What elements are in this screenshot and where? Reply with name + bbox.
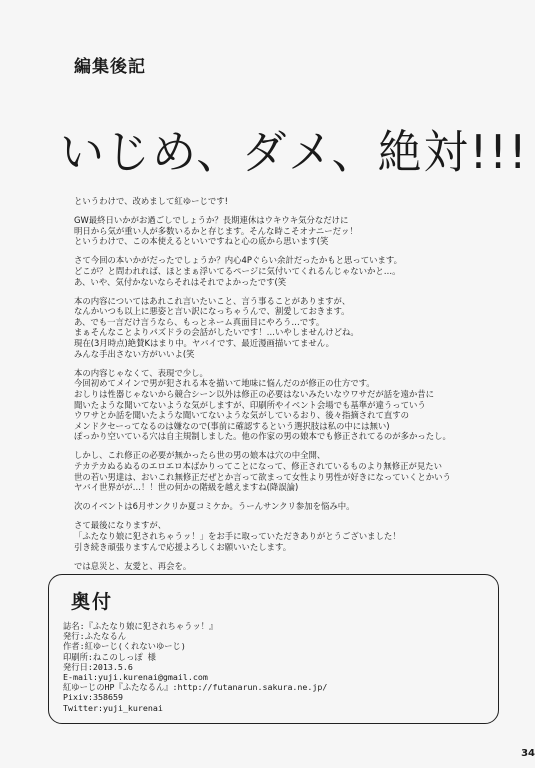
afterword-heading: 編集後記 (74, 57, 146, 77)
afterword-line: さて今回の本いかがだったでしょうか？内心4Pぐらい余計だったかもと思っています。 (74, 255, 402, 266)
afterword-line: 本の内容じゃなくて、表現で少し。 (74, 367, 208, 378)
afterword-line: さて最後になりますが、 (74, 520, 167, 531)
page-number: 34 (521, 748, 535, 759)
afterword-line: 聞いたような聞いてないような気がしますが、印刷所やイベント会場でも基準が違うっていう (74, 399, 426, 410)
afterword-line: 今回初めてメインで男が犯される本を描いて地味に悩んだのが修正の仕方です。 (74, 378, 375, 389)
colophon-line: 発行:ふたなるん (63, 631, 127, 642)
afterword-title: いじめ、ダメ、絶対!!! (60, 125, 529, 180)
afterword-line: おしりは性器じゃないから競合シーン以外は修正の必要はないみたいなウワサだが話を遠か昔に (74, 388, 434, 399)
afterword-paragraph (74, 215, 502, 247)
afterword-line: どこが？と問われれば、ほとまぁ浮いてるページに気付いてくれるんじゃないかと…。 (74, 265, 401, 276)
afterword-line: 本の内容についてはあれこれ言いたいこと、言う事ることがありますが、 (74, 295, 351, 306)
afterword-line: しかし、これ修正の必要が無かったら世の男の娘本は穴の中全開、 (74, 450, 326, 461)
afterword-line: 明日から気が重い人が多数いるかと存じます。そんな時こそオナニーだッ！ (74, 225, 358, 236)
afterword-paragraph (74, 501, 502, 512)
afterword-line: では息災と、友愛と、再会を。 (74, 560, 192, 571)
colophon-box (48, 574, 499, 724)
colophon-line: 発行日:2013.5.6 (63, 661, 133, 672)
afterword-line: 「ふたなり娘に犯されちゃうッ！」をお手に取っていただきありがとうございました！ (74, 530, 401, 541)
afterword-line: なんかいつも以上に悪姿と言い訳になっちゃうんで、割愛しておきます。 (74, 306, 350, 317)
afterword-paragraph (74, 368, 502, 442)
afterword-paragraph (74, 450, 502, 492)
afterword-line: 現在(3月時点)絶賛Kはまり中。ヤバイです、最近漫画描いてません。 (74, 338, 335, 349)
colophon-line: Twitter:yuji_kurenai (63, 702, 163, 713)
afterword-line: というわけで、改めまして紅ゆーじです! (74, 196, 228, 206)
afterword-line: ぽっかり空いている穴は自主規制しました。他の作家の男の娘本でも修正されてるのが多かったし。 (74, 431, 451, 442)
afterword-line: あ、でも一言だけ言うなら、もっとネーム真面目にやろう…です。 (74, 316, 325, 327)
afterword-line: 次のイベントは6月サンクリか夏コミケか。うーんサンクリ参加を悩み中。 (74, 501, 355, 512)
colophon-line: Pixiv:358659 (63, 692, 123, 703)
afterword-paragraph (74, 255, 502, 287)
afterword-line: GW最終日いかがお過ごしでしょうか？長期連休はウキウキ気分なだけに (74, 215, 349, 226)
afterword-line: あ、いや、気付かないならそれはそれでよかったです(笑 (74, 276, 287, 287)
afterword-line: 引き続き頑張りますんで応援よろしくお願いいたします。 (74, 541, 292, 552)
afterword-line: 世の若い男達は、おいこれ無修正だぜとか言って欲まって女性より男性が好きになっていくとかいう (74, 471, 451, 482)
afterword-body (74, 196, 502, 580)
colophon-line: 誌名:『ふたなり娘に犯されちゃうッ！』 (63, 621, 218, 631)
afterword-paragraph (74, 520, 502, 552)
colophon-line: 作者:紅ゆーじ(くれないゆーじ) (63, 641, 186, 652)
afterword-line: まぁそんなことよりパズドラの会話がしたいです！…いやしませんけどね。 (74, 327, 359, 338)
afterword-paragraph (74, 561, 502, 572)
afterword-line: テカテカぬるぬるのエロエロ本ばかりってことになって、修正されているものより無修正が見たい (74, 460, 442, 471)
colophon-line: 印刷所:ねこのしっぽ 様 (63, 651, 156, 662)
afterword-line: みんな手出さない方がいいよ(笑 (74, 348, 195, 359)
afterword-line: ウワサとか話を聞いたような聞いてないような気がしているおり、後々指摘されて直すの (74, 410, 409, 421)
afterword-line: というわけで、この本使えるといいですねと心の底から思います(笑 (74, 236, 329, 247)
colophon-list (63, 621, 327, 713)
colophon-title: 奥付 (71, 591, 114, 613)
afterword-paragraph (74, 196, 502, 207)
colophon-line: E-mail:yuji.kurenai@gmail.com (63, 672, 208, 683)
afterword-line: ヤバイ世界がが…！！世の何かの階級を越えますね(降誤論) (74, 482, 299, 493)
afterword-line: メンドクセーってなるのは嫌なので(事前に確認するという選択肢は私の中には無い) (74, 420, 390, 431)
colophon-line: 紅ゆーじのHP『ふたなるん』:http://futanarun.sakura.ne.jp/ (63, 682, 328, 693)
afterword-paragraph (74, 296, 502, 360)
